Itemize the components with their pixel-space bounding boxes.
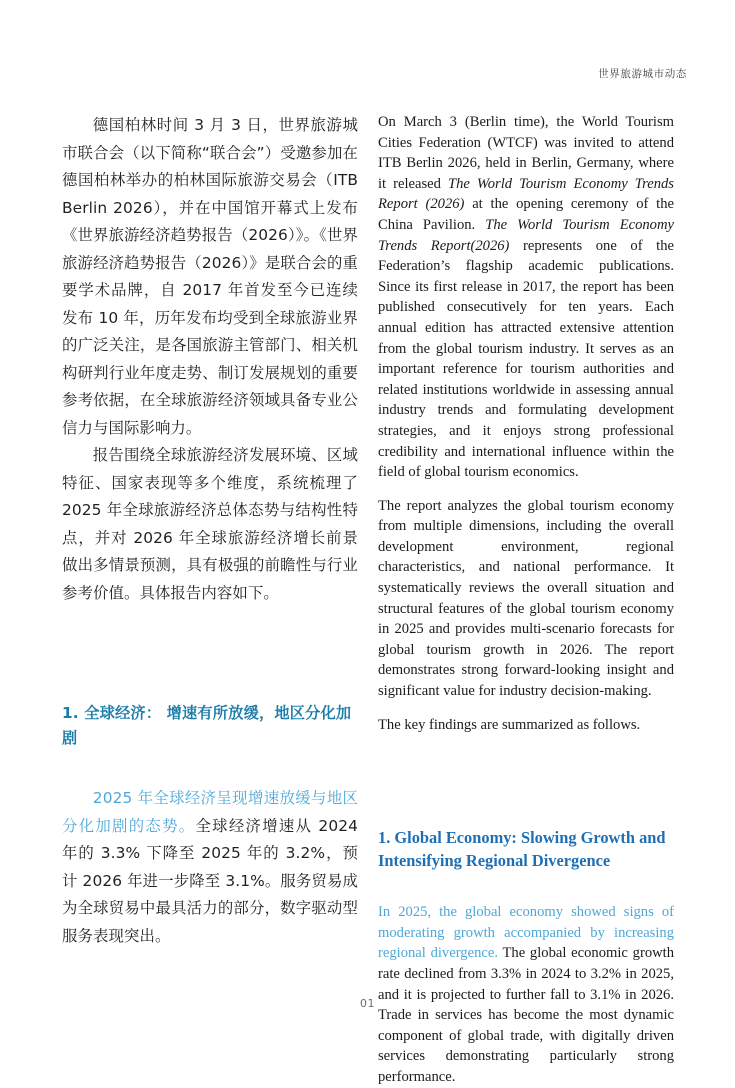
chinese-heading-spacer (62, 751, 358, 785)
english-heading-spacer (378, 872, 674, 902)
chinese-paragraph-2: 报告围绕全球旅游经济发展环境、区域特征、国家表现等多个维度，系统梳理了 2025 年全球旅游经济总体态势与结构性特点，并对 2026 年全球旅游经济增长前景做出多情景预测，具有极强的前瞻性与行业参考价值。具体报告内容如下。 (62, 446, 358, 602)
english-report-title-italic-1: The World Tourism Economy Trends Report (2026) (378, 175, 674, 213)
english-paragraph-1-text-a: On March 3 (Berlin time), the World Tourism Cities Federation (WTCF) was invited to attend ITB Berlin 2026, held in Berlin, Germany, where it released (378, 114, 674, 192)
english-section-lead: In 2025, the global economy showed signs of moderating growth accompanied by increasing regional divergence. (378, 904, 674, 962)
chinese-section-paragraph (62, 785, 358, 950)
english-section-paragraph (378, 902, 674, 1087)
english-report-title-italic-2: The World Tourism Economy Trends Report(2026) (378, 216, 674, 254)
page-number: 01 (360, 997, 375, 1010)
english-section-body: The global economic growth rate declined from 3.3% in 2024 to 3.2% in 2025, and it is projected to further fall to 3.1% in 2026. Trade in services has become the most dynamic component of global trade, with digitally driven services demonstrating particularly strong performance. (378, 945, 675, 1085)
chinese-section-spacer (62, 607, 358, 701)
running-header-title: 世界旅游城市动态 (598, 68, 687, 80)
chinese-section-lead: 2025 年全球经济呈现增速放缓与地区分化加剧的态势。 (62, 789, 358, 835)
chinese-section-heading: 1. 全球经济： 增速有所放缓，地区分化加剧 (62, 704, 352, 747)
english-paragraph-2: The report analyzes the global tourism economy from multiple dimensions, including the overall development environment, regional characteristics, and national performance. It systematically reviews the overall situation and structural features of the global tourism economy in 2025 and provides multi-scenario forecasts for global tourism growth in 2026. The report demonstrates strong forward-looking insight and significant value for industry decision-making. (378, 497, 674, 700)
chinese-column (62, 112, 358, 950)
chinese-section-body: 全球经济增速从 2024 年的 3.3% 下降至 2025 年的 3.2%，预计 2026 年进一步降至 3.1%。服务贸易成为全球贸易中最具活力的部分，数字驱动型服务表现突出。 (62, 816, 358, 945)
english-paragraph-1-text-c: represents one of the Federation’s flagship academic publications. Since its first release in 2017, the report has been published consecutively for ten years. Each annual edition has attracted extensive attention from the global tourism industry. It serves as an important reference for tourism authorities and related institutions worldwide in assessing annual industry trends and formulating development strategies, and it enjoys strong professional credibility and international influence within the field of global tourism economics. (378, 237, 674, 481)
english-paragraph-1 (378, 112, 674, 483)
chinese-paragraph-1: 德国柏林时间 3 月 3 日，世界旅游城市联合会（以下简称“联合会”）受邀参加在德国柏林举办的柏林国际旅游交易会（ITB Berlin 2026），并在中国馆开幕式上发布《世界旅游经济趋势报告（2026）》。《世界旅游经济趋势报告（2026）》是联合会的重要学术品牌，自 2017 年首发至今已连续发布 10 年，历年发布均受到全球旅游业界的广泛关注，是各国旅游主管部门、相关机构研判行业年度走势、制订发展规划的重要参考依据，在全球旅游经济领域具备专业公信力与国际影响力。 (62, 116, 358, 437)
english-paragraph-1-text-b: at the opening ceremony of the China Pavilion. (378, 196, 674, 233)
english-section-spacer (378, 735, 674, 827)
english-paragraph-3: The key findings are summarized as follows. (378, 716, 641, 733)
english-section-heading: 1. Global Economy: Slowing Growth and Intensifying Regional Divergence (378, 828, 666, 870)
two-column-body (62, 112, 674, 1088)
english-column (378, 112, 674, 1088)
